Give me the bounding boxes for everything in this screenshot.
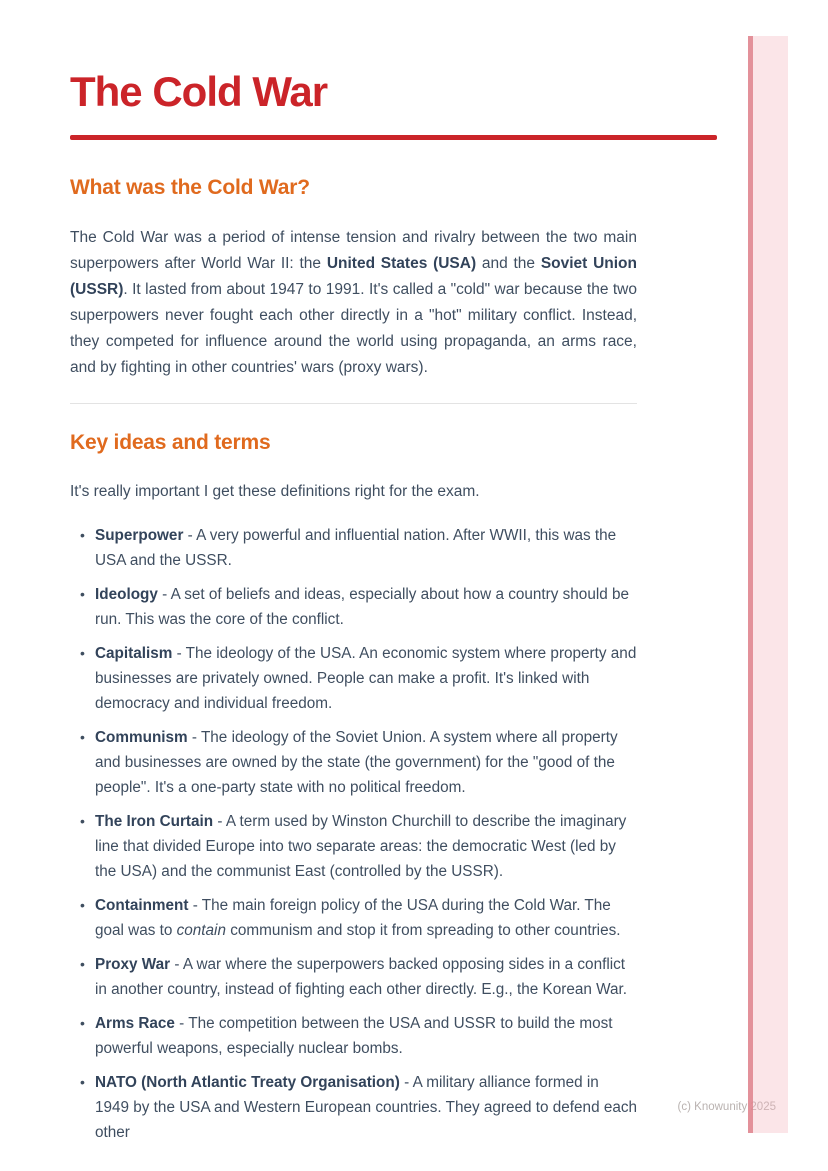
definition-item (70, 582, 637, 632)
footer-credit: (c) Knowunity 2025 (677, 1101, 776, 1113)
definition-term: Ideology (95, 586, 158, 603)
definition-term: Communism (95, 729, 188, 746)
text-segment: - The ideology of the USA. An economic system where property and businesses are privately owned. People can make a profit. It's linked with democracy and individual freedom. (95, 645, 637, 712)
definition-item (70, 641, 637, 716)
definition-item (70, 1011, 637, 1061)
page-title: The Cold War (70, 68, 328, 115)
text-segment: - A very powerful and influential nation. After WWII, this was the USA and the USSR. (95, 527, 617, 569)
text-segment: - The main foreign policy of the USA during the Cold War. The goal was to (95, 897, 611, 939)
text-segment: communism and stop it from spreading to other countries. (225, 922, 621, 939)
definition-term: Proxy War (95, 956, 171, 973)
definition-term: Arms Race (95, 1015, 175, 1032)
definition-term: Superpower (95, 527, 184, 544)
text-segment: - A set of beliefs and ideas, especially about how a country should be run. This was the core of the conflict. (95, 586, 629, 628)
text-segment: - A term used by Winston Churchill to describe the imaginary line that divided Europe into two separate areas: the democratic West (led by the USA) and the communist East (controlled by the USSR). (95, 813, 627, 880)
section-divider (70, 403, 637, 404)
definition-term: Capitalism (95, 645, 173, 662)
text-segment: - A war where the superpowers backed opposing sides in a conflict in another country, instead of fighting each other directly. E.g., the Korean War. (95, 956, 628, 998)
definitions-list (70, 523, 637, 1145)
title-underline-rule (70, 135, 717, 140)
definition-item (70, 952, 637, 1002)
section-heading-what-was-cold-war: What was the Cold War? (70, 176, 310, 199)
text-segment: . It lasted from about 1947 to 1991. It's called a "cold" war because the two superpowers never fought each other directly in a "hot" military conflict. Instead, they competed for influence around the world using propaganda, an arms race, and by fighting in other countries' wars (proxy wars). (70, 281, 637, 376)
definition-term: Containment (95, 897, 189, 914)
page-content (70, 0, 717, 1154)
definition-item (70, 809, 637, 884)
text-segment: contain (176, 922, 226, 939)
section-heading-key-ideas: Key ideas and terms (70, 431, 271, 454)
definition-item (70, 523, 637, 573)
intro-paragraph (70, 225, 637, 381)
key-ideas-intro: It's really important I get these definitions right for the exam. (70, 483, 480, 500)
definition-item (70, 725, 637, 800)
definition-item (70, 893, 637, 943)
text-segment: - The ideology of the Soviet Union. A system where all property and businesses are owned by the state (the government) for the "good of the people". It's a one-party state with no political freedom. (95, 729, 618, 796)
definition-term: NATO (North Atlantic Treaty Organisation) (95, 1074, 400, 1091)
definition-term: The Iron Curtain (95, 813, 214, 830)
definition-item (70, 1070, 637, 1145)
text-segment: The Cold War was a period of intense tension and rivalry between the two main superpowers after World War II: the (70, 229, 637, 272)
text-segment: - A military alliance formed in 1949 by the USA and Western European countries. They agreed to defend each other (95, 1074, 637, 1141)
text-segment: Soviet Union (USSR) (70, 255, 637, 298)
text-segment: - The competition between the USA and USSR to build the most powerful weapons, especially nuclear bombs. (95, 1015, 613, 1057)
text-segment: and the (476, 255, 541, 272)
text-segment: United States (USA) (326, 255, 477, 272)
decorative-stripe (748, 36, 788, 1133)
